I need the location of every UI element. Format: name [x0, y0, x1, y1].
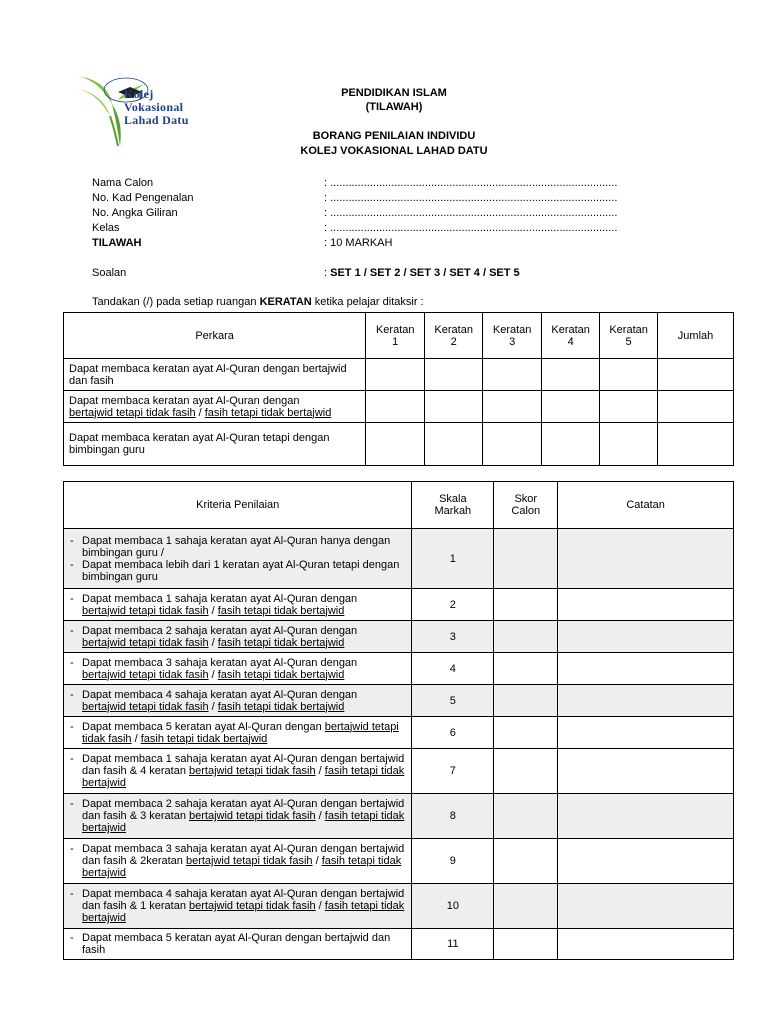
table-row	[64, 749, 734, 794]
subject-subtitle: (TILAWAH)	[365, 101, 423, 113]
table-row	[64, 589, 734, 621]
skor-cell[interactable]	[494, 529, 558, 589]
soalan-sets: SET 1 / SET 2 / SET 3 / SET 4 / SET 5	[330, 267, 520, 279]
skor-header: Skor Calon	[494, 482, 558, 529]
keratan-4-header: Keratan 4	[542, 313, 600, 359]
table-row	[64, 929, 734, 960]
keratan-cell[interactable]	[483, 359, 542, 391]
keratan-1-header: Keratan 1	[366, 313, 425, 359]
instruction-pre: Tandakan (/) pada setiap ruangan	[92, 296, 260, 308]
catatan-cell[interactable]	[558, 749, 734, 794]
tilawah-label: TILAWAH	[92, 237, 142, 249]
table-row	[64, 529, 734, 589]
kelas-field[interactable]: : ..............................................................................................	[324, 222, 618, 234]
keratan-cell[interactable]	[366, 391, 425, 423]
college-logo	[74, 70, 214, 148]
perkara-cell: Dapat membaca keratan ayat Al-Quran tetapi dengan bimbingan guru	[64, 423, 366, 466]
perkara-cell: Dapat membaca keratan ayat Al-Quran dengan bertajwid dan fasih	[64, 359, 366, 391]
catatan-cell[interactable]	[558, 589, 734, 621]
skor-cell[interactable]	[494, 621, 558, 653]
kriteria-cell: - Dapat membaca 1 sahaja keratan ayat Al-Quran hanya dengan bimbingan guru / - Dapat membaca lebih dari 1 keratan ayat Al-Quran tetapi dengan bimbingan guru	[64, 529, 412, 589]
jumlah-header: Jumlah	[658, 313, 734, 359]
instruction-post: ketika pelajar ditaksir :	[311, 296, 424, 308]
skor-cell[interactable]	[494, 929, 558, 960]
keratan-header-row	[64, 313, 734, 359]
keratan-5-header: Keratan 5	[600, 313, 658, 359]
instruction-bold: KERATAN	[259, 296, 312, 308]
keratan-cell[interactable]	[425, 423, 483, 466]
table-row	[64, 839, 734, 884]
skala-cell: 6	[412, 717, 494, 749]
jumlah-cell[interactable]	[658, 359, 734, 391]
kad-field[interactable]: : ..............................................................................................	[324, 192, 618, 204]
keratan-cell[interactable]	[542, 359, 600, 391]
keratan-cell[interactable]	[600, 423, 658, 466]
keratan-table	[63, 312, 734, 466]
table-row	[64, 794, 734, 839]
college-name: KOLEJ VOKASIONAL LAHAD DATU	[300, 145, 488, 157]
jumlah-cell[interactable]	[658, 423, 734, 466]
keratan-cell[interactable]	[425, 359, 483, 391]
kriteria-cell: - Dapat membaca 1 sahaja keratan ayat Al-Quran dengan bertajwid dan fasih & 4 keratan bertajwid tetapi tidak fasih / fasih tetapi tidak bertajwid	[64, 749, 412, 794]
perkara-header: Perkara	[64, 313, 366, 359]
catatan-cell[interactable]	[558, 529, 734, 589]
kriteria-cell: - Dapat membaca 3 sahaja keratan ayat Al-Quran dengan bertajwid dan fasih & 2keratan bertajwid tetapi tidak fasih / fasih tetapi tidak bertajwid	[64, 839, 412, 884]
instruction-text	[92, 296, 424, 308]
skor-cell[interactable]	[494, 794, 558, 839]
logo-line-1: Kolej	[124, 87, 154, 101]
soalan-colon: :	[324, 267, 331, 279]
kriteria-cell: - Dapat membaca 1 sahaja keratan ayat Al-Quran dengan bertajwid tetapi tidak fasih / fasih tetapi tidak bertajwid	[64, 589, 412, 621]
skor-cell[interactable]	[494, 589, 558, 621]
table-row	[64, 685, 734, 717]
skala-header: Skala Markah	[412, 482, 494, 529]
kriteria-cell: - Dapat membaca 2 sahaja keratan ayat Al-Quran dengan bertajwid dan fasih & 3 keratan bertajwid tetapi tidak fasih / fasih tetapi tidak bertajwid	[64, 794, 412, 839]
skala-cell: 10	[412, 884, 494, 929]
keratan-cell[interactable]	[542, 391, 600, 423]
kriteria-cell: - Dapat membaca 5 keratan ayat Al-Quran dengan bertajwid dan fasih	[64, 929, 412, 960]
keratan-cell[interactable]	[600, 359, 658, 391]
catatan-cell[interactable]	[558, 884, 734, 929]
kriteria-cell: - Dapat membaca 4 sahaja keratan ayat Al-Quran dengan bertajwid tetapi tidak fasih / fasih tetapi tidak bertajwid	[64, 685, 412, 717]
catatan-header: Catatan	[558, 482, 734, 529]
form-title: BORANG PENILAIAN INDIVIDU	[312, 130, 476, 142]
skala-cell: 8	[412, 794, 494, 839]
catatan-cell[interactable]	[558, 653, 734, 685]
catatan-cell[interactable]	[558, 929, 734, 960]
kriteria-cell: - Dapat membaca 4 sahaja keratan ayat Al-Quran dengan bertajwid dan fasih & 1 keratan bertajwid tetapi tidak fasih / fasih tetapi tidak bertajwid	[64, 884, 412, 929]
kriteria-header-row	[64, 482, 734, 529]
keratan-cell[interactable]	[483, 423, 542, 466]
table-row	[64, 359, 734, 391]
skor-cell[interactable]	[494, 685, 558, 717]
soalan-value	[324, 266, 520, 281]
kelas-label: Kelas	[92, 222, 120, 234]
skala-cell: 11	[412, 929, 494, 960]
skala-cell: 5	[412, 685, 494, 717]
kriteria-header: Kriteria Penilaian	[64, 482, 412, 529]
table-row	[64, 621, 734, 653]
skor-cell[interactable]	[494, 749, 558, 794]
skala-cell: 7	[412, 749, 494, 794]
skor-cell[interactable]	[494, 884, 558, 929]
skala-cell: 3	[412, 621, 494, 653]
nama-label: Nama Calon	[92, 177, 154, 189]
nama-field[interactable]: : ..............................................................................................	[324, 177, 618, 189]
kriteria-cell: - Dapat membaca 3 sahaja keratan ayat Al-Quran dengan bertajwid tetapi tidak fasih / fasih tetapi tidak bertajwid	[64, 653, 412, 685]
catatan-cell[interactable]	[558, 717, 734, 749]
kriteria-cell: - Dapat membaca 2 sahaja keratan ayat Al-Quran dengan bertajwid tetapi tidak fasih / fasih tetapi tidak bertajwid	[64, 621, 412, 653]
perkara-cell: Dapat membaca keratan ayat Al-Quran dengan bertajwid tetapi tidak fasih / fasih tetapi tidak bertajwid	[64, 391, 366, 423]
table-row	[64, 717, 734, 749]
skala-cell: 1	[412, 529, 494, 589]
catatan-cell[interactable]	[558, 794, 734, 839]
kriteria-table	[63, 481, 734, 960]
catatan-cell[interactable]	[558, 621, 734, 653]
skala-cell: 4	[412, 653, 494, 685]
table-row	[64, 653, 734, 685]
logo-line-2: Vokasional	[124, 100, 184, 114]
keratan-cell[interactable]	[600, 391, 658, 423]
skor-cell[interactable]	[494, 653, 558, 685]
keratan-cell[interactable]	[542, 423, 600, 466]
tilawah-value: : 10 MARKAH	[324, 237, 393, 249]
logo-line-3: Lahad Datu	[124, 113, 189, 127]
kriteria-cell: - Dapat membaca 5 keratan ayat Al-Quran dengan bertajwid tetapi tidak fasih / fasih tetapi tidak bertajwid	[64, 717, 412, 749]
keratan-cell[interactable]	[366, 423, 425, 466]
keratan-cell[interactable]	[366, 359, 425, 391]
logo-wordmark	[124, 88, 189, 127]
jumlah-cell[interactable]	[658, 391, 734, 423]
skor-cell[interactable]	[494, 717, 558, 749]
table-row	[64, 423, 734, 466]
subject-title: PENDIDIKAN ISLAM	[341, 87, 447, 99]
catatan-cell[interactable]	[558, 685, 734, 717]
angka-label: No. Angka Giliran	[92, 207, 178, 219]
catatan-cell[interactable]	[558, 839, 734, 884]
table-row	[64, 884, 734, 929]
skala-cell: 9	[412, 839, 494, 884]
angka-field[interactable]: : ..............................................................................................	[324, 207, 618, 219]
table-row	[64, 391, 734, 423]
keratan-3-header: Keratan 3	[483, 313, 542, 359]
skor-cell[interactable]	[494, 839, 558, 884]
keratan-cell[interactable]	[425, 391, 483, 423]
kad-label: No. Kad Pengenalan	[92, 192, 194, 204]
keratan-2-header: Keratan 2	[425, 313, 483, 359]
skala-cell: 2	[412, 589, 494, 621]
soalan-label: Soalan	[92, 267, 127, 279]
keratan-cell[interactable]	[483, 391, 542, 423]
